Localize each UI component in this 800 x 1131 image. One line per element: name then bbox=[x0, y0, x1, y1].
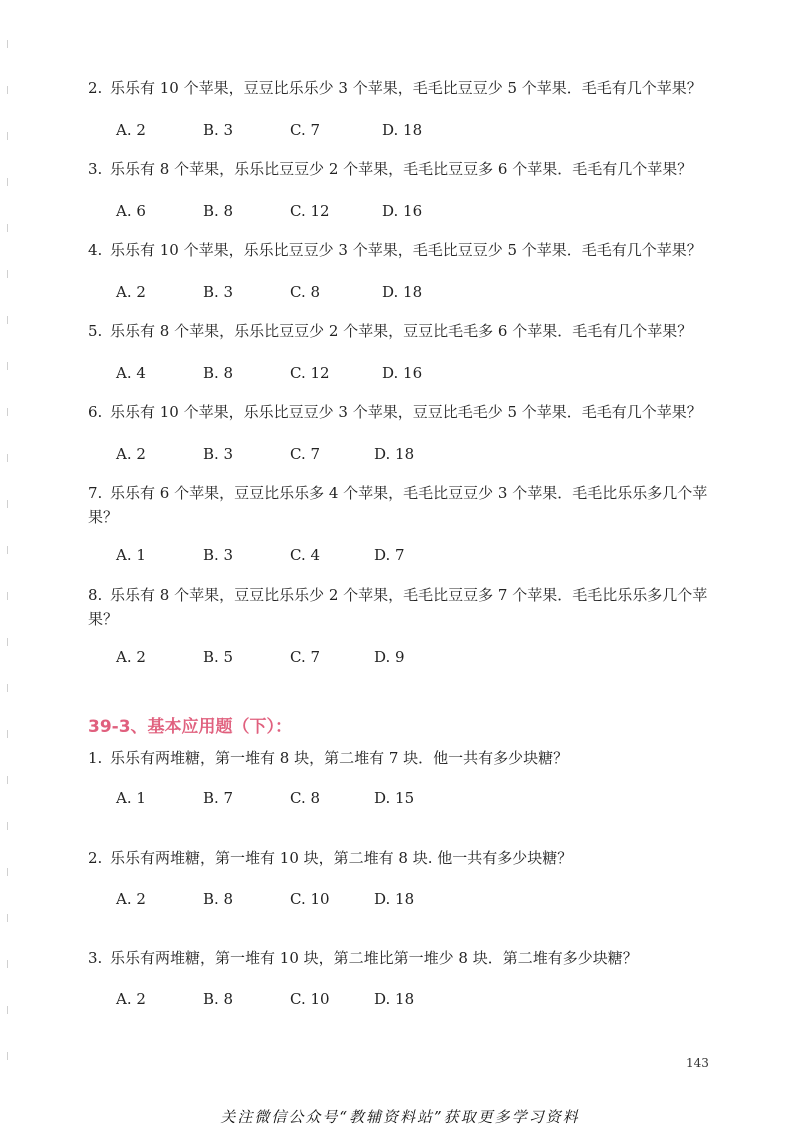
page-edge-marks bbox=[7, 40, 8, 1090]
option-c: C. 10 bbox=[290, 990, 330, 1008]
option-b: B. 5 bbox=[203, 648, 234, 666]
question-number: 7. bbox=[88, 484, 103, 502]
footer-note: 关注微信公众号“教辅资料站”获取更多学习资料 bbox=[220, 1108, 580, 1126]
option-a: A. 2 bbox=[116, 445, 146, 463]
option-d: D. 18 bbox=[382, 283, 423, 301]
option-b: B. 7 bbox=[203, 789, 234, 807]
option-a: A. 1 bbox=[116, 789, 146, 807]
option-b: B. 8 bbox=[203, 364, 234, 382]
question-text: 乐乐有两堆糖，第一堆有 10 块，第二堆比第一堆少 8 块．第二堆有多少块糖？ bbox=[110, 949, 638, 967]
question-number: 2. bbox=[88, 79, 103, 97]
option-a: A. 2 bbox=[116, 121, 146, 139]
question-text: 乐乐有 8 个苹果，乐乐比豆豆少 2 个苹果，毛毛比豆豆多 6 个苹果．毛毛有几个苹果？ bbox=[110, 160, 693, 178]
option-a: A. 1 bbox=[116, 546, 146, 564]
question-number: 6. bbox=[88, 403, 103, 421]
question-text: 乐乐有两堆糖，第一堆有 10 块，第二堆有 8 块. 他一共有多少块糖？ bbox=[110, 849, 573, 867]
question-b-3 bbox=[88, 946, 710, 970]
question-b-2 bbox=[88, 846, 710, 870]
question-a-7 bbox=[88, 481, 710, 529]
option-d: D. 16 bbox=[382, 364, 423, 382]
option-c: C. 12 bbox=[290, 364, 330, 382]
question-text: 乐乐有 6 个苹果，豆豆比乐乐多 4 个苹果，毛毛比豆豆少 3 个苹果．毛毛比乐乐多几个苹果？ bbox=[88, 484, 708, 526]
option-c: C. 8 bbox=[290, 283, 321, 301]
option-d: D. 9 bbox=[374, 648, 405, 666]
option-d: D. 15 bbox=[374, 789, 415, 807]
option-c: C. 12 bbox=[290, 202, 330, 220]
question-text: 乐乐有 10 个苹果，乐乐比豆豆少 3 个苹果，毛毛比豆豆少 5 个苹果．毛毛有几个苹果？ bbox=[110, 241, 702, 259]
option-b: B. 3 bbox=[203, 546, 234, 564]
option-d: D. 16 bbox=[382, 202, 423, 220]
question-a-3 bbox=[88, 157, 710, 181]
option-c: C. 7 bbox=[290, 121, 321, 139]
option-b: B. 8 bbox=[203, 890, 234, 908]
option-d: D. 18 bbox=[374, 445, 415, 463]
option-d: D. 18 bbox=[374, 890, 415, 908]
question-text: 乐乐有两堆糖，第一堆有 8 块，第二堆有 7 块．他一共有多少块糖？ bbox=[110, 749, 569, 767]
option-c: C. 4 bbox=[290, 546, 321, 564]
question-b-2-options bbox=[116, 890, 516, 910]
question-a-2 bbox=[88, 76, 710, 100]
question-b-1 bbox=[88, 746, 710, 770]
question-a-6 bbox=[88, 400, 710, 424]
question-number: 1. bbox=[88, 749, 103, 767]
question-text: 乐乐有 10 个苹果，豆豆比乐乐少 3 个苹果，毛毛比豆豆少 5 个苹果．毛毛有几个苹果？ bbox=[110, 79, 702, 97]
question-text: 乐乐有 10 个苹果，乐乐比豆豆少 3 个苹果，豆豆比毛毛少 5 个苹果．毛毛有几个苹果？ bbox=[110, 403, 702, 421]
option-a: A. 6 bbox=[116, 202, 146, 220]
question-a-3-options bbox=[116, 202, 516, 222]
option-a: A. 2 bbox=[116, 283, 146, 301]
option-c: C. 7 bbox=[290, 445, 321, 463]
option-c: C. 10 bbox=[290, 890, 330, 908]
option-a: A. 2 bbox=[116, 648, 146, 666]
question-number: 3. bbox=[88, 949, 103, 967]
option-b: B. 8 bbox=[203, 990, 234, 1008]
question-number: 3. bbox=[88, 160, 103, 178]
question-number: 2. bbox=[88, 849, 103, 867]
option-b: B. 3 bbox=[203, 283, 234, 301]
option-b: B. 3 bbox=[203, 121, 234, 139]
option-b: B. 8 bbox=[203, 202, 234, 220]
question-number: 5. bbox=[88, 322, 103, 340]
option-c: C. 8 bbox=[290, 789, 321, 807]
question-a-2-options bbox=[116, 121, 516, 141]
question-a-6-options bbox=[116, 445, 516, 465]
option-c: C. 7 bbox=[290, 648, 321, 666]
option-a: A. 2 bbox=[116, 890, 146, 908]
section-title: 39-3、基本应用题（下）： bbox=[88, 717, 293, 737]
question-a-8-options bbox=[116, 648, 516, 668]
question-b-1-options bbox=[116, 789, 516, 809]
question-a-7-options bbox=[116, 546, 516, 566]
page-number: 143 bbox=[686, 1056, 709, 1070]
question-text: 乐乐有 8 个苹果，豆豆比乐乐少 2 个苹果，毛毛比豆豆多 7 个苹果．毛毛比乐乐多几个苹果？ bbox=[88, 586, 708, 628]
question-number: 4. bbox=[88, 241, 103, 259]
option-a: A. 4 bbox=[116, 364, 146, 382]
question-a-4 bbox=[88, 238, 710, 262]
question-a-4-options bbox=[116, 283, 516, 303]
question-a-5-options bbox=[116, 364, 516, 384]
option-b: B. 3 bbox=[203, 445, 234, 463]
option-d: D. 18 bbox=[382, 121, 423, 139]
question-b-3-options bbox=[116, 990, 516, 1010]
option-d: D. 18 bbox=[374, 990, 415, 1008]
option-d: D. 7 bbox=[374, 546, 405, 564]
option-a: A. 2 bbox=[116, 990, 146, 1008]
question-text: 乐乐有 8 个苹果，乐乐比豆豆少 2 个苹果，豆豆比毛毛多 6 个苹果．毛毛有几个苹果？ bbox=[110, 322, 693, 340]
question-a-8 bbox=[88, 583, 710, 631]
question-number: 8. bbox=[88, 586, 103, 604]
question-a-5 bbox=[88, 319, 710, 343]
